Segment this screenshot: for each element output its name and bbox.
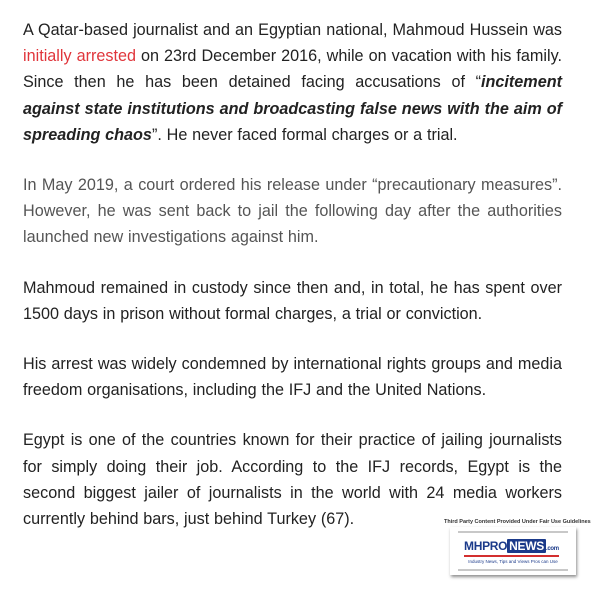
logo-pro: PRO — [482, 539, 508, 553]
logo-com: .com — [545, 546, 559, 552]
initially-arrested-link[interactable]: initially arrested — [23, 47, 136, 66]
logo-card — [450, 527, 576, 575]
accusation-quote: incitement against state institutions and broadcasting false news with the aim of spreading chaos — [23, 73, 562, 144]
logo-divider-top — [458, 531, 568, 533]
paragraph-1-text-a: A Qatar-based journalist and an Egyptian national, Mahmoud Hussein was — [23, 21, 562, 39]
paragraph-1 — [23, 17, 562, 148]
logo-news: NEWS — [509, 539, 544, 553]
paragraph-2: In May 2019, a court ordered his release under “precautionary measures”. However, he was sent back to jail the following day after the authorities launched new investigations against him. — [23, 176, 562, 247]
logo-divider-bottom — [458, 569, 568, 571]
mhpronews-watermark-logo — [444, 519, 591, 577]
logo-wordmark — [464, 539, 559, 556]
paragraph-4: His arrest was widely condemned by international rights groups and media freedom organisations, including the IFJ and the United Nations. — [23, 355, 562, 400]
fair-use-caption: Third Party Content Provided Under Fair Use Guidelines — [444, 519, 591, 525]
paragraph-3: Mahmoud remained in custody since then and, in total, he has spent over 1500 days in prison without formal charges, a trial or conviction. — [23, 278, 562, 323]
paragraph-1-text-c: ”. He never faced formal charges or a trial. — [151, 125, 458, 144]
logo-tagline: Industry News, Tips and Views Pros can Use — [468, 559, 558, 564]
paragraph-1-text-b: on 23rd December 2016, while on vacation with his family. Since then he has been detained facing accusations of “ — [23, 47, 562, 92]
logo-red-bar — [464, 555, 559, 557]
paragraph-5: Egypt is one of the countries known for their practice of jailing journalists for simply doing their job. According to the IFJ records, Egypt is the second biggest jailer of journalists in the world with 24 media workers currently behind bars, just behind Turkey (67). — [23, 431, 562, 529]
article-body — [23, 17, 562, 556]
logo-mh: MH — [464, 539, 483, 553]
